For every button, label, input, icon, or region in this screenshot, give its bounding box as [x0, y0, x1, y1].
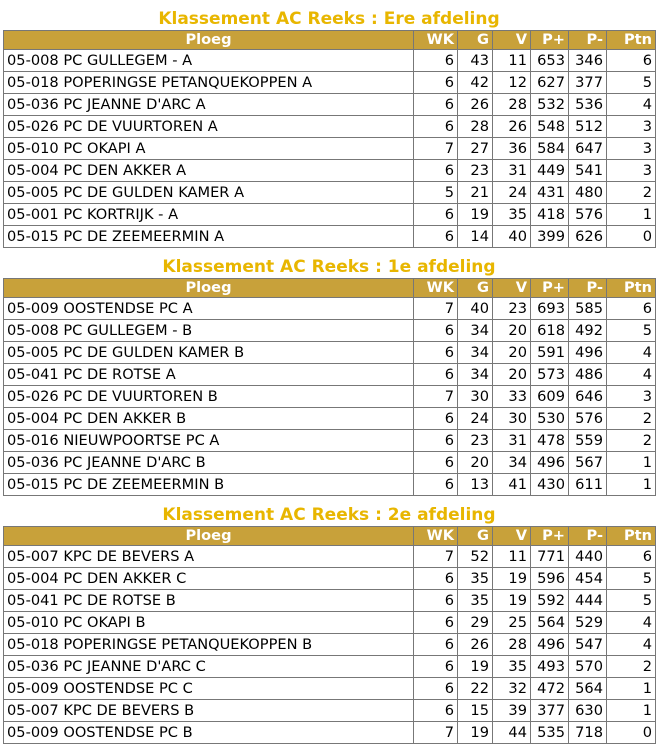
cell-wk: 6 [414, 634, 458, 656]
standings-table [3, 526, 656, 744]
cell-ptn: 6 [607, 546, 656, 568]
cell-team: 05-010 PC OKAPI A [4, 138, 414, 160]
header-ptn: Ptn [607, 527, 656, 546]
cell-wk: 7 [414, 298, 458, 320]
cell-g: 42 [458, 72, 493, 94]
cell-p-minus: 559 [569, 430, 607, 452]
standings-table [3, 30, 656, 248]
cell-ptn: 5 [607, 320, 656, 342]
cell-p-plus: 596 [531, 568, 569, 590]
cell-ptn: 1 [607, 700, 656, 722]
table-row [4, 568, 656, 590]
cell-team: 05-009 OOSTENDSE PC B [4, 722, 414, 744]
cell-wk: 7 [414, 722, 458, 744]
cell-v: 12 [493, 72, 531, 94]
cell-v: 39 [493, 700, 531, 722]
cell-ptn: 2 [607, 430, 656, 452]
cell-team: 05-015 PC DE ZEEMEERMIN B [4, 474, 414, 496]
cell-g: 27 [458, 138, 493, 160]
cell-ptn: 3 [607, 138, 656, 160]
cell-v: 31 [493, 430, 531, 452]
header-ptn: Ptn [607, 279, 656, 298]
cell-p-minus: 646 [569, 386, 607, 408]
table-row [4, 656, 656, 678]
cell-p-minus: 647 [569, 138, 607, 160]
cell-team: 05-007 KPC DE BEVERS B [4, 700, 414, 722]
table-body [4, 50, 656, 248]
cell-wk: 7 [414, 138, 458, 160]
cell-g: 43 [458, 50, 493, 72]
cell-wk: 6 [414, 50, 458, 72]
cell-p-plus: 530 [531, 408, 569, 430]
cell-wk: 6 [414, 72, 458, 94]
cell-g: 20 [458, 452, 493, 474]
header-v: V [493, 31, 531, 50]
cell-v: 31 [493, 160, 531, 182]
cell-g: 14 [458, 226, 493, 248]
header-g: G [458, 279, 493, 298]
table-row [4, 298, 656, 320]
cell-wk: 6 [414, 226, 458, 248]
cell-g: 34 [458, 342, 493, 364]
table-row [4, 320, 656, 342]
cell-v: 24 [493, 182, 531, 204]
cell-p-minus: 496 [569, 342, 607, 364]
cell-g: 19 [458, 656, 493, 678]
cell-ptn: 1 [607, 452, 656, 474]
cell-p-minus: 718 [569, 722, 607, 744]
cell-ptn: 4 [607, 612, 656, 634]
cell-v: 20 [493, 342, 531, 364]
section-1e-afdeling [0, 254, 658, 496]
cell-wk: 6 [414, 452, 458, 474]
cell-wk: 6 [414, 568, 458, 590]
table-header [4, 527, 656, 546]
cell-v: 33 [493, 386, 531, 408]
cell-ptn: 1 [607, 204, 656, 226]
cell-v: 23 [493, 298, 531, 320]
cell-p-minus: 626 [569, 226, 607, 248]
cell-p-plus: 430 [531, 474, 569, 496]
cell-p-plus: 618 [531, 320, 569, 342]
cell-g: 30 [458, 386, 493, 408]
cell-g: 21 [458, 182, 493, 204]
cell-v: 35 [493, 204, 531, 226]
header-v: V [493, 279, 531, 298]
cell-team: 05-036 PC JEANNE D'ARC B [4, 452, 414, 474]
header-g: G [458, 31, 493, 50]
cell-p-minus: 377 [569, 72, 607, 94]
cell-p-plus: 548 [531, 116, 569, 138]
cell-team: 05-004 PC DEN AKKER B [4, 408, 414, 430]
cell-p-minus: 541 [569, 160, 607, 182]
cell-team: 05-008 PC GULLEGEM - B [4, 320, 414, 342]
cell-wk: 6 [414, 430, 458, 452]
table-row [4, 722, 656, 744]
cell-wk: 7 [414, 546, 458, 568]
cell-p-minus: 576 [569, 204, 607, 226]
cell-v: 20 [493, 320, 531, 342]
cell-wk: 6 [414, 612, 458, 634]
table-row [4, 226, 656, 248]
cell-team: 05-001 PC KORTRIJK - A [4, 204, 414, 226]
cell-p-plus: 399 [531, 226, 569, 248]
cell-ptn: 6 [607, 50, 656, 72]
table-row [4, 474, 656, 496]
cell-ptn: 4 [607, 364, 656, 386]
table-row [4, 50, 656, 72]
cell-team: 05-041 PC DE ROTSE B [4, 590, 414, 612]
cell-g: 22 [458, 678, 493, 700]
section-ere-afdeling [0, 6, 658, 248]
cell-v: 32 [493, 678, 531, 700]
cell-team: 05-005 PC DE GULDEN KAMER B [4, 342, 414, 364]
table-header [4, 31, 656, 50]
cell-ptn: 0 [607, 722, 656, 744]
cell-team: 05-005 PC DE GULDEN KAMER A [4, 182, 414, 204]
cell-wk: 6 [414, 700, 458, 722]
cell-v: 26 [493, 116, 531, 138]
cell-p-plus: 564 [531, 612, 569, 634]
table-row [4, 138, 656, 160]
cell-p-plus: 771 [531, 546, 569, 568]
cell-ptn: 3 [607, 160, 656, 182]
table-row [4, 408, 656, 430]
cell-p-minus: 611 [569, 474, 607, 496]
cell-wk: 6 [414, 94, 458, 116]
cell-wk: 6 [414, 160, 458, 182]
cell-wk: 6 [414, 204, 458, 226]
cell-p-plus: 496 [531, 634, 569, 656]
cell-team: 05-026 PC DE VUURTOREN A [4, 116, 414, 138]
table-row [4, 116, 656, 138]
header-team: Ploeg [4, 279, 414, 298]
cell-g: 26 [458, 94, 493, 116]
cell-v: 28 [493, 94, 531, 116]
cell-ptn: 2 [607, 656, 656, 678]
cell-v: 28 [493, 634, 531, 656]
cell-p-minus: 486 [569, 364, 607, 386]
standings-table [3, 278, 656, 496]
cell-wk: 5 [414, 182, 458, 204]
cell-team: 05-009 OOSTENDSE PC C [4, 678, 414, 700]
cell-p-plus: 377 [531, 700, 569, 722]
header-wk: WK [414, 31, 458, 50]
cell-wk: 6 [414, 408, 458, 430]
section-2e-afdeling [0, 502, 658, 744]
cell-g: 23 [458, 160, 493, 182]
cell-v: 36 [493, 138, 531, 160]
table-row [4, 546, 656, 568]
cell-wk: 6 [414, 364, 458, 386]
cell-ptn: 4 [607, 94, 656, 116]
cell-g: 35 [458, 590, 493, 612]
header-wk: WK [414, 279, 458, 298]
cell-team: 05-018 POPERINGSE PETANQUEKOPPEN A [4, 72, 414, 94]
table-row [4, 364, 656, 386]
cell-v: 19 [493, 568, 531, 590]
cell-v: 20 [493, 364, 531, 386]
cell-p-plus: 535 [531, 722, 569, 744]
header-p-plus: P+ [531, 527, 569, 546]
cell-team: 05-009 OOSTENDSE PC A [4, 298, 414, 320]
cell-g: 23 [458, 430, 493, 452]
cell-wk: 6 [414, 590, 458, 612]
header-p-minus: P- [569, 279, 607, 298]
cell-p-minus: 512 [569, 116, 607, 138]
cell-team: 05-016 NIEUWPOORTSE PC A [4, 430, 414, 452]
table-header [4, 279, 656, 298]
cell-v: 41 [493, 474, 531, 496]
cell-p-plus: 478 [531, 430, 569, 452]
cell-wk: 6 [414, 656, 458, 678]
cell-g: 29 [458, 612, 493, 634]
cell-wk: 6 [414, 474, 458, 496]
cell-p-minus: 529 [569, 612, 607, 634]
cell-g: 34 [458, 320, 493, 342]
table-row [4, 72, 656, 94]
cell-team: 05-008 PC GULLEGEM - A [4, 50, 414, 72]
cell-p-minus: 346 [569, 50, 607, 72]
cell-g: 15 [458, 700, 493, 722]
cell-ptn: 5 [607, 72, 656, 94]
cell-p-minus: 567 [569, 452, 607, 474]
cell-p-minus: 585 [569, 298, 607, 320]
cell-p-plus: 592 [531, 590, 569, 612]
table-row [4, 700, 656, 722]
table-row [4, 342, 656, 364]
table-row [4, 590, 656, 612]
table-body [4, 546, 656, 744]
cell-team: 05-004 PC DEN AKKER A [4, 160, 414, 182]
header-v: V [493, 527, 531, 546]
cell-p-plus: 653 [531, 50, 569, 72]
cell-v: 40 [493, 226, 531, 248]
cell-g: 34 [458, 364, 493, 386]
cell-v: 11 [493, 546, 531, 568]
cell-p-minus: 536 [569, 94, 607, 116]
cell-g: 19 [458, 722, 493, 744]
header-p-minus: P- [569, 31, 607, 50]
cell-p-plus: 431 [531, 182, 569, 204]
cell-p-minus: 547 [569, 634, 607, 656]
cell-p-minus: 454 [569, 568, 607, 590]
table-row [4, 634, 656, 656]
cell-p-plus: 496 [531, 452, 569, 474]
cell-p-minus: 564 [569, 678, 607, 700]
cell-wk: 6 [414, 320, 458, 342]
cell-team: 05-036 PC JEANNE D'ARC C [4, 656, 414, 678]
cell-ptn: 6 [607, 298, 656, 320]
cell-p-plus: 449 [531, 160, 569, 182]
cell-g: 19 [458, 204, 493, 226]
header-wk: WK [414, 527, 458, 546]
cell-ptn: 5 [607, 568, 656, 590]
cell-team: 05-036 PC JEANNE D'ARC A [4, 94, 414, 116]
cell-team: 05-018 POPERINGSE PETANQUEKOPPEN B [4, 634, 414, 656]
cell-ptn: 2 [607, 182, 656, 204]
table-row [4, 612, 656, 634]
section-title: Klassement AC Reeks : 1e afdeling [162, 257, 496, 277]
cell-team: 05-004 PC DEN AKKER C [4, 568, 414, 590]
cell-p-minus: 444 [569, 590, 607, 612]
table-row [4, 160, 656, 182]
cell-p-minus: 630 [569, 700, 607, 722]
cell-ptn: 1 [607, 474, 656, 496]
cell-p-minus: 480 [569, 182, 607, 204]
cell-g: 28 [458, 116, 493, 138]
table-row [4, 182, 656, 204]
cell-p-plus: 573 [531, 364, 569, 386]
cell-team: 05-041 PC DE ROTSE A [4, 364, 414, 386]
cell-g: 26 [458, 634, 493, 656]
cell-p-minus: 570 [569, 656, 607, 678]
table-body [4, 298, 656, 496]
section-title: Klassement AC Reeks : Ere afdeling [158, 9, 500, 29]
cell-ptn: 4 [607, 342, 656, 364]
cell-team: 05-007 KPC DE BEVERS A [4, 546, 414, 568]
cell-g: 24 [458, 408, 493, 430]
cell-v: 30 [493, 408, 531, 430]
section-title: Klassement AC Reeks : 2e afdeling [162, 505, 496, 525]
cell-g: 40 [458, 298, 493, 320]
cell-p-plus: 693 [531, 298, 569, 320]
cell-g: 13 [458, 474, 493, 496]
cell-v: 19 [493, 590, 531, 612]
header-p-plus: P+ [531, 31, 569, 50]
cell-ptn: 3 [607, 116, 656, 138]
cell-p-minus: 440 [569, 546, 607, 568]
cell-p-plus: 627 [531, 72, 569, 94]
table-row [4, 430, 656, 452]
cell-p-minus: 576 [569, 408, 607, 430]
cell-p-plus: 591 [531, 342, 569, 364]
cell-wk: 6 [414, 116, 458, 138]
cell-v: 25 [493, 612, 531, 634]
header-team: Ploeg [4, 31, 414, 50]
header-p-minus: P- [569, 527, 607, 546]
cell-team: 05-026 PC DE VUURTOREN B [4, 386, 414, 408]
cell-v: 34 [493, 452, 531, 474]
cell-p-plus: 584 [531, 138, 569, 160]
header-p-plus: P+ [531, 279, 569, 298]
table-row [4, 452, 656, 474]
cell-p-plus: 493 [531, 656, 569, 678]
header-g: G [458, 527, 493, 546]
cell-g: 35 [458, 568, 493, 590]
table-row [4, 678, 656, 700]
table-row [4, 386, 656, 408]
cell-ptn: 1 [607, 678, 656, 700]
table-row [4, 94, 656, 116]
cell-wk: 6 [414, 342, 458, 364]
header-team: Ploeg [4, 527, 414, 546]
cell-p-plus: 609 [531, 386, 569, 408]
cell-wk: 6 [414, 678, 458, 700]
cell-p-minus: 492 [569, 320, 607, 342]
cell-ptn: 5 [607, 590, 656, 612]
cell-wk: 7 [414, 386, 458, 408]
cell-p-plus: 532 [531, 94, 569, 116]
cell-ptn: 4 [607, 634, 656, 656]
cell-team: 05-015 PC DE ZEEMEERMIN A [4, 226, 414, 248]
cell-v: 44 [493, 722, 531, 744]
cell-g: 52 [458, 546, 493, 568]
cell-p-plus: 418 [531, 204, 569, 226]
cell-ptn: 2 [607, 408, 656, 430]
cell-p-plus: 472 [531, 678, 569, 700]
cell-v: 35 [493, 656, 531, 678]
cell-v: 11 [493, 50, 531, 72]
header-ptn: Ptn [607, 31, 656, 50]
cell-ptn: 3 [607, 386, 656, 408]
table-row [4, 204, 656, 226]
cell-ptn: 0 [607, 226, 656, 248]
cell-team: 05-010 PC OKAPI B [4, 612, 414, 634]
